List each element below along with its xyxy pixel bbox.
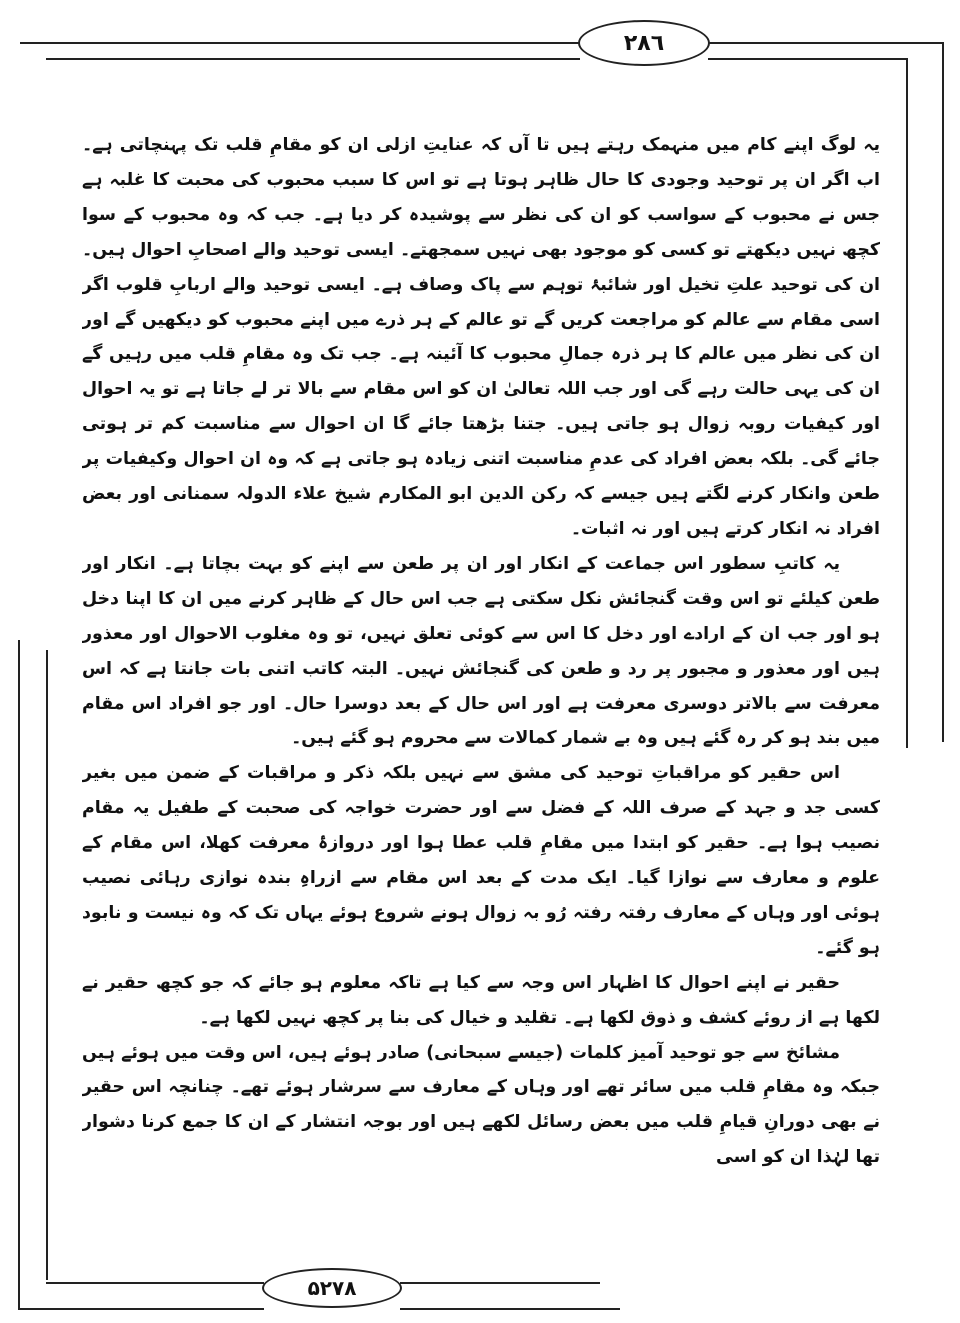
- paragraph-2: یہ کاتبِ سطور اس جماعت کے انکار اور ان پر طعن سے اپنے کو بہت بچاتا ہے۔ انکار اور طعن کیلئے تو اس وقت گنجائش نکل سکتی ہے جب اس حال کے ظاہر کرنے میں ان کا اپنا دخل ہو اور جب ان کے ارادے اور دخل کا اس سے کوئی تعلق نہیں، تو وہ مغلوب الاحوال اور معذور ہیں اور معذور و مجبور پر رد و طعن کی گنجائش نہیں۔ البتہ کاتب اتنی بات جانتا ہے کہ اس معرفت سے بالاتر دوسری معرفت ہے اور اس حال کے بعد دوسرا حال۔ اور جو افراد اس مقام میں بند ہو کر رہ گئے ہیں وہ بے شمار کمالات سے محروم ہو گئے ہیں۔: [82, 553, 880, 749]
- right-border-outer: [942, 42, 944, 742]
- top-border-outer-right: [708, 42, 944, 44]
- bottom-border-outer-right: [400, 1308, 620, 1310]
- page-number: ۲۸٦: [578, 20, 710, 66]
- paragraph-3: اس حقیر کو مراقباتِ توحید کی مشق سے نہیں بلکہ ذکر و مراقبات کے ضمن میں بغیر کسی جد و جہد کے صرف اللہ کے فضل سے اور حضرت خواجہ کی صحبت کے طفیل یہ مقام نصیب ہوا ہے۔ حقیر کو ابتدا میں مقامِ قلب عطا ہوا اور دروازۂ معرفت کھلا، اس مقام کے علوم و معارف سے نوازا گیا۔ ایک مدت کے بعد اس مقام سے ازراہِ بندہ نوازی رہائی نصیب ہوئی اور وہاں کے معارف رفتہ رفتہ رُو بہ زوال ہونے شروع ہوئے یہاں تک کہ وہ نیست و نابود ہو گئے۔: [82, 763, 880, 958]
- top-border-inner: [46, 58, 580, 60]
- right-border-inner: [906, 58, 908, 748]
- left-border-inner: [46, 650, 48, 1280]
- bottom-border-inner-left: [46, 1282, 264, 1284]
- left-border-outer: [18, 640, 20, 1310]
- paragraph-1: یہ لوگ اپنے کام میں منہمک رہتے ہیں تا آں کہ عنایتِ ازلی ان کو مقامِ قلب تک پہنچاتی ہے۔ اب اگر ان پر توحید وجودی کا حال ظاہر ہوتا ہے تو اس کا سبب محبوب کی محبت کا غلبہ ہے جس نے محبوب کے سواسب کو ان کی نظر سے پوشیدہ کر دیا ہے۔ جب کہ وہ محبوب کے سوا کچھ نہیں دیکھتے تو کسی کو موجود بھی نہیں سمجھتے۔ ایسی توحید والے اصحابِ احوال ہیں۔ ان کی توحید علتِ تخیل اور شائبۂ توہم سے پاک وصاف ہے۔ ایسی توحید والے اربابِ قلوب اگر اسی مقام سے عالم کو مراجعت کریں گے تو عالم کے ہر ذرے میں اپنے محبوب کو دیکھیں گے اور ان کی نظر میں عالم کا ہر ذرہ جمالِ محبوب کا آئینہ ہے۔ جب تک وہ مقامِ قلب میں رہیں گے ان کی یہی حالت رہے گی اور جب اللہ تعالیٰ ان کو اس مقام سے بالا تر لے جاتا ہے تو یہ احوال اور کیفیات روبہ زوال ہو جاتی ہیں۔ جتنا بڑھتا جائے گا ان احوال سے مناسبت کم تر ہوتی جائے گی۔ بلکہ بعض افراد کی عدمِ مناسبت اتنی زیادہ ہو جاتی ہے کہ وہ ان احوال وکیفیات پر طعن وانکار کرنے لگتے ہیں جیسے کہ رکن الدین ابو المکارم شیخ علاء الدولہ سمنانی اور بعض افراد نہ انکار کرتے ہیں اور نہ اثبات۔: [82, 135, 880, 539]
- bottom-border-outer-left: [18, 1308, 264, 1310]
- paragraph-4: حقیر نے اپنے احوال کا اظہار اس وجہ سے کیا ہے تاکہ معلوم ہو جائے کہ جو کچھ حقیر نے لکھا ہے از روئے کشف و ذوق لکھا ہے۔ تقلید و خیال کی بنا پر کچھ نہیں لکھا ہے۔: [82, 972, 880, 1028]
- bottom-border-inner-right: [400, 1282, 600, 1284]
- top-border-inner-right: [708, 58, 908, 60]
- footer-page-code: ۵۲۷۸: [262, 1268, 402, 1308]
- paragraph-5: مشائخ سے جو توحید آمیز کلمات (جیسے سبحانی) صادر ہوئے ہیں، اس وقت میں ہوئے ہیں جبکہ وہ مقامِ قلب میں سائر تھے اور وہاں کے معارف سے سرشار ہوئے تھے۔ چنانچہ اس حقیر نے بھی دورانِ قیامِ قلب میں بعض رسائل لکھے ہیں اور بوجہ انتشار کے ان کا جمع کرنا دشوار تھا لہٰذا ان کو اسی: [82, 1042, 880, 1168]
- page-body: [82, 128, 880, 1248]
- top-border-outer: [20, 42, 580, 44]
